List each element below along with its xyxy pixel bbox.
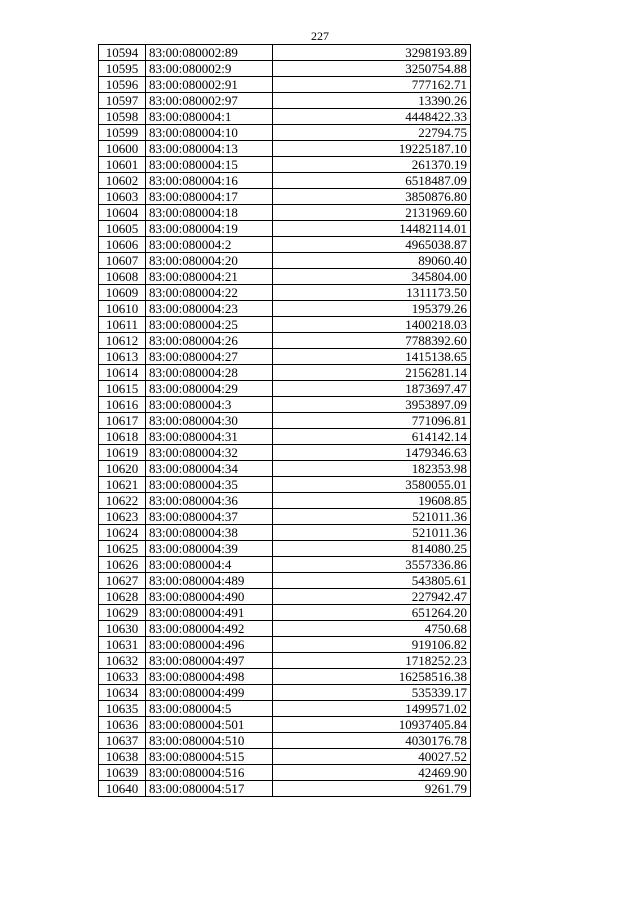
cadastral-value-cell: 651264.20 (273, 605, 471, 621)
table-row (99, 477, 471, 493)
cadastral-value-cell: 614142.14 (273, 429, 471, 445)
table-row (99, 381, 471, 397)
table-row (99, 365, 471, 381)
cadastral-value-cell: 195379.26 (273, 301, 471, 317)
cadastral-value-cell: 22794.75 (273, 125, 471, 141)
table-row (99, 349, 471, 365)
cadastral-number-cell: 83:00:080004:21 (146, 269, 273, 285)
row-number-cell: 10611 (99, 317, 146, 333)
cadastral-value-cell: 9261.79 (273, 781, 471, 797)
row-number-cell: 10625 (99, 541, 146, 557)
table-row (99, 301, 471, 317)
table-row (99, 589, 471, 605)
table-row (99, 333, 471, 349)
cadastral-number-cell: 83:00:080004:496 (146, 637, 273, 653)
cadastral-number-cell: 83:00:080004:27 (146, 349, 273, 365)
cadastral-number-cell: 83:00:080004:5 (146, 701, 273, 717)
row-number-cell: 10600 (99, 141, 146, 157)
table-row (99, 653, 471, 669)
row-number-cell: 10599 (99, 125, 146, 141)
cadastral-number-cell: 83:00:080004:31 (146, 429, 273, 445)
cadastral-number-cell: 83:00:080004:39 (146, 541, 273, 557)
cadastral-value-cell: 771096.81 (273, 413, 471, 429)
cadastral-number-cell: 83:00:080004:37 (146, 509, 273, 525)
cadastral-value-cell: 535339.17 (273, 685, 471, 701)
row-number-cell: 10630 (99, 621, 146, 637)
row-number-cell: 10623 (99, 509, 146, 525)
row-number-cell: 10629 (99, 605, 146, 621)
row-number-cell: 10608 (99, 269, 146, 285)
table-row (99, 509, 471, 525)
cadastral-number-cell: 83:00:080004:20 (146, 253, 273, 269)
table-row (99, 493, 471, 509)
cadastral-value-cell: 543805.61 (273, 573, 471, 589)
row-number-cell: 10631 (99, 637, 146, 653)
cadastral-value-cell: 1479346.63 (273, 445, 471, 461)
cadastral-value-cell: 3250754.88 (273, 61, 471, 77)
row-number-cell: 10632 (99, 653, 146, 669)
table-row (99, 45, 471, 61)
cadastral-number-cell: 83:00:080004:491 (146, 605, 273, 621)
cadastral-value-cell: 89060.40 (273, 253, 471, 269)
cadastral-value-cell: 1415138.65 (273, 349, 471, 365)
cadastral-number-cell: 83:00:080004:517 (146, 781, 273, 797)
table-row (99, 765, 471, 781)
cadastral-value-cell: 521011.36 (273, 525, 471, 541)
cadastral-number-cell: 83:00:080002:89 (146, 45, 273, 61)
table-row (99, 669, 471, 685)
cadastral-value-cell: 6518487.09 (273, 173, 471, 189)
cadastral-number-cell: 83:00:080004:17 (146, 189, 273, 205)
cadastral-value-cell: 1400218.03 (273, 317, 471, 333)
row-number-cell: 10620 (99, 461, 146, 477)
cadastral-value-cell: 3580055.01 (273, 477, 471, 493)
cadastral-number-cell: 83:00:080004:30 (146, 413, 273, 429)
table-row (99, 221, 471, 237)
row-number-cell: 10598 (99, 109, 146, 125)
table-row (99, 621, 471, 637)
cadastral-number-cell: 83:00:080004:18 (146, 205, 273, 221)
table-row (99, 541, 471, 557)
table-row (99, 445, 471, 461)
row-number-cell: 10614 (99, 365, 146, 381)
table-row (99, 173, 471, 189)
table-row (99, 749, 471, 765)
table-row (99, 717, 471, 733)
cadastral-value-cell: 1499571.02 (273, 701, 471, 717)
row-number-cell: 10602 (99, 173, 146, 189)
cadastral-number-cell: 83:00:080004:23 (146, 301, 273, 317)
table-row (99, 605, 471, 621)
cadastral-value-cell: 4965038.87 (273, 237, 471, 253)
cadastral-value-cell: 40027.52 (273, 749, 471, 765)
row-number-cell: 10617 (99, 413, 146, 429)
cadastral-value-cell: 919106.82 (273, 637, 471, 653)
cadastral-value-cell: 227942.47 (273, 589, 471, 605)
cadastral-value-cell: 777162.71 (273, 77, 471, 93)
table-row (99, 637, 471, 653)
table-row (99, 109, 471, 125)
table-row (99, 189, 471, 205)
cadastral-number-cell: 83:00:080004:515 (146, 749, 273, 765)
table-row (99, 205, 471, 221)
row-number-cell: 10618 (99, 429, 146, 445)
cadastral-number-cell: 83:00:080004:26 (146, 333, 273, 349)
row-number-cell: 10596 (99, 77, 146, 93)
cadastral-value-cell: 4750.68 (273, 621, 471, 637)
cadastral-number-cell: 83:00:080002:97 (146, 93, 273, 109)
table-row (99, 413, 471, 429)
table-row (99, 157, 471, 173)
table-row (99, 781, 471, 797)
row-number-cell: 10610 (99, 301, 146, 317)
table-row (99, 269, 471, 285)
row-number-cell: 10639 (99, 765, 146, 781)
row-number-cell: 10619 (99, 445, 146, 461)
row-number-cell: 10609 (99, 285, 146, 301)
row-number-cell: 10622 (99, 493, 146, 509)
row-number-cell: 10615 (99, 381, 146, 397)
cadastral-number-cell: 83:00:080002:91 (146, 77, 273, 93)
table-row (99, 237, 471, 253)
table-row (99, 285, 471, 301)
page-number: 227 (311, 29, 329, 43)
row-number-cell: 10613 (99, 349, 146, 365)
cadastral-number-cell: 83:00:080002:9 (146, 61, 273, 77)
cadastral-value-cell: 3953897.09 (273, 397, 471, 413)
row-number-cell: 10603 (99, 189, 146, 205)
table-row (99, 557, 471, 573)
cadastral-number-cell: 83:00:080004:15 (146, 157, 273, 173)
cadastral-value-cell: 182353.98 (273, 461, 471, 477)
cadastral-value-cell: 261370.19 (273, 157, 471, 173)
cadastral-number-cell: 83:00:080004:497 (146, 653, 273, 669)
cadastral-number-cell: 83:00:080004:501 (146, 717, 273, 733)
cadastral-number-cell: 83:00:080004:36 (146, 493, 273, 509)
table-body (99, 45, 471, 797)
cadastral-number-cell: 83:00:080004:34 (146, 461, 273, 477)
cadastral-value-cell: 13390.26 (273, 93, 471, 109)
cadastral-number-cell: 83:00:080004:489 (146, 573, 273, 589)
row-number-cell: 10607 (99, 253, 146, 269)
cadastral-number-cell: 83:00:080004:29 (146, 381, 273, 397)
cadastral-value-cell: 3298193.89 (273, 45, 471, 61)
cadastral-number-cell: 83:00:080004:490 (146, 589, 273, 605)
cadastral-value-cell: 4030176.78 (273, 733, 471, 749)
table-row (99, 141, 471, 157)
cadastral-number-cell: 83:00:080004:1 (146, 109, 273, 125)
table-row (99, 253, 471, 269)
table-row (99, 685, 471, 701)
cadastral-value-cell: 3850876.80 (273, 189, 471, 205)
row-number-cell: 10616 (99, 397, 146, 413)
cadastral-number-cell: 83:00:080004:3 (146, 397, 273, 413)
cadastral-value-cell: 2131969.60 (273, 205, 471, 221)
cadastral-value-cell: 10937405.84 (273, 717, 471, 733)
row-number-cell: 10635 (99, 701, 146, 717)
row-number-cell: 10606 (99, 237, 146, 253)
cadastral-value-cell: 2156281.14 (273, 365, 471, 381)
cadastral-number-cell: 83:00:080004:38 (146, 525, 273, 541)
table-row (99, 317, 471, 333)
table-row (99, 93, 471, 109)
cadastral-number-cell: 83:00:080004:499 (146, 685, 273, 701)
cadastral-value-table (98, 44, 471, 797)
cadastral-value-cell: 1311173.50 (273, 285, 471, 301)
cadastral-number-cell: 83:00:080004:32 (146, 445, 273, 461)
cadastral-value-cell: 4448422.33 (273, 109, 471, 125)
table-row (99, 125, 471, 141)
row-number-cell: 10628 (99, 589, 146, 605)
row-number-cell: 10612 (99, 333, 146, 349)
row-number-cell: 10634 (99, 685, 146, 701)
row-number-cell: 10621 (99, 477, 146, 493)
row-number-cell: 10594 (99, 45, 146, 61)
cadastral-number-cell: 83:00:080004:16 (146, 173, 273, 189)
row-number-cell: 10640 (99, 781, 146, 797)
table-row (99, 701, 471, 717)
table-row (99, 461, 471, 477)
table-row (99, 733, 471, 749)
row-number-cell: 10626 (99, 557, 146, 573)
table-row (99, 397, 471, 413)
cadastral-value-cell: 345804.00 (273, 269, 471, 285)
row-number-cell: 10638 (99, 749, 146, 765)
cadastral-value-cell: 19608.85 (273, 493, 471, 509)
cadastral-number-cell: 83:00:080004:13 (146, 141, 273, 157)
row-number-cell: 10624 (99, 525, 146, 541)
table-row (99, 77, 471, 93)
row-number-cell: 10605 (99, 221, 146, 237)
cadastral-value-cell: 42469.90 (273, 765, 471, 781)
cadastral-number-cell: 83:00:080004:4 (146, 557, 273, 573)
cadastral-number-cell: 83:00:080004:516 (146, 765, 273, 781)
cadastral-number-cell: 83:00:080004:510 (146, 733, 273, 749)
cadastral-value-cell: 3557336.86 (273, 557, 471, 573)
cadastral-number-cell: 83:00:080004:25 (146, 317, 273, 333)
row-number-cell: 10597 (99, 93, 146, 109)
cadastral-value-cell: 814080.25 (273, 541, 471, 557)
row-number-cell: 10637 (99, 733, 146, 749)
cadastral-number-cell: 83:00:080004:2 (146, 237, 273, 253)
row-number-cell: 10636 (99, 717, 146, 733)
table-row (99, 573, 471, 589)
cadastral-value-cell: 19225187.10 (273, 141, 471, 157)
table-row (99, 61, 471, 77)
cadastral-value-cell: 16258516.38 (273, 669, 471, 685)
row-number-cell: 10601 (99, 157, 146, 173)
cadastral-number-cell: 83:00:080004:492 (146, 621, 273, 637)
row-number-cell: 10627 (99, 573, 146, 589)
table-row (99, 429, 471, 445)
cadastral-number-cell: 83:00:080004:35 (146, 477, 273, 493)
table-row (99, 525, 471, 541)
cadastral-number-cell: 83:00:080004:10 (146, 125, 273, 141)
cadastral-number-cell: 83:00:080004:498 (146, 669, 273, 685)
cadastral-number-cell: 83:00:080004:22 (146, 285, 273, 301)
cadastral-value-cell: 521011.36 (273, 509, 471, 525)
row-number-cell: 10633 (99, 669, 146, 685)
row-number-cell: 10604 (99, 205, 146, 221)
cadastral-value-cell: 1718252.23 (273, 653, 471, 669)
cadastral-value-cell: 7788392.60 (273, 333, 471, 349)
cadastral-number-cell: 83:00:080004:28 (146, 365, 273, 381)
row-number-cell: 10595 (99, 61, 146, 77)
cadastral-value-cell: 14482114.01 (273, 221, 471, 237)
cadastral-value-cell: 1873697.47 (273, 381, 471, 397)
cadastral-number-cell: 83:00:080004:19 (146, 221, 273, 237)
